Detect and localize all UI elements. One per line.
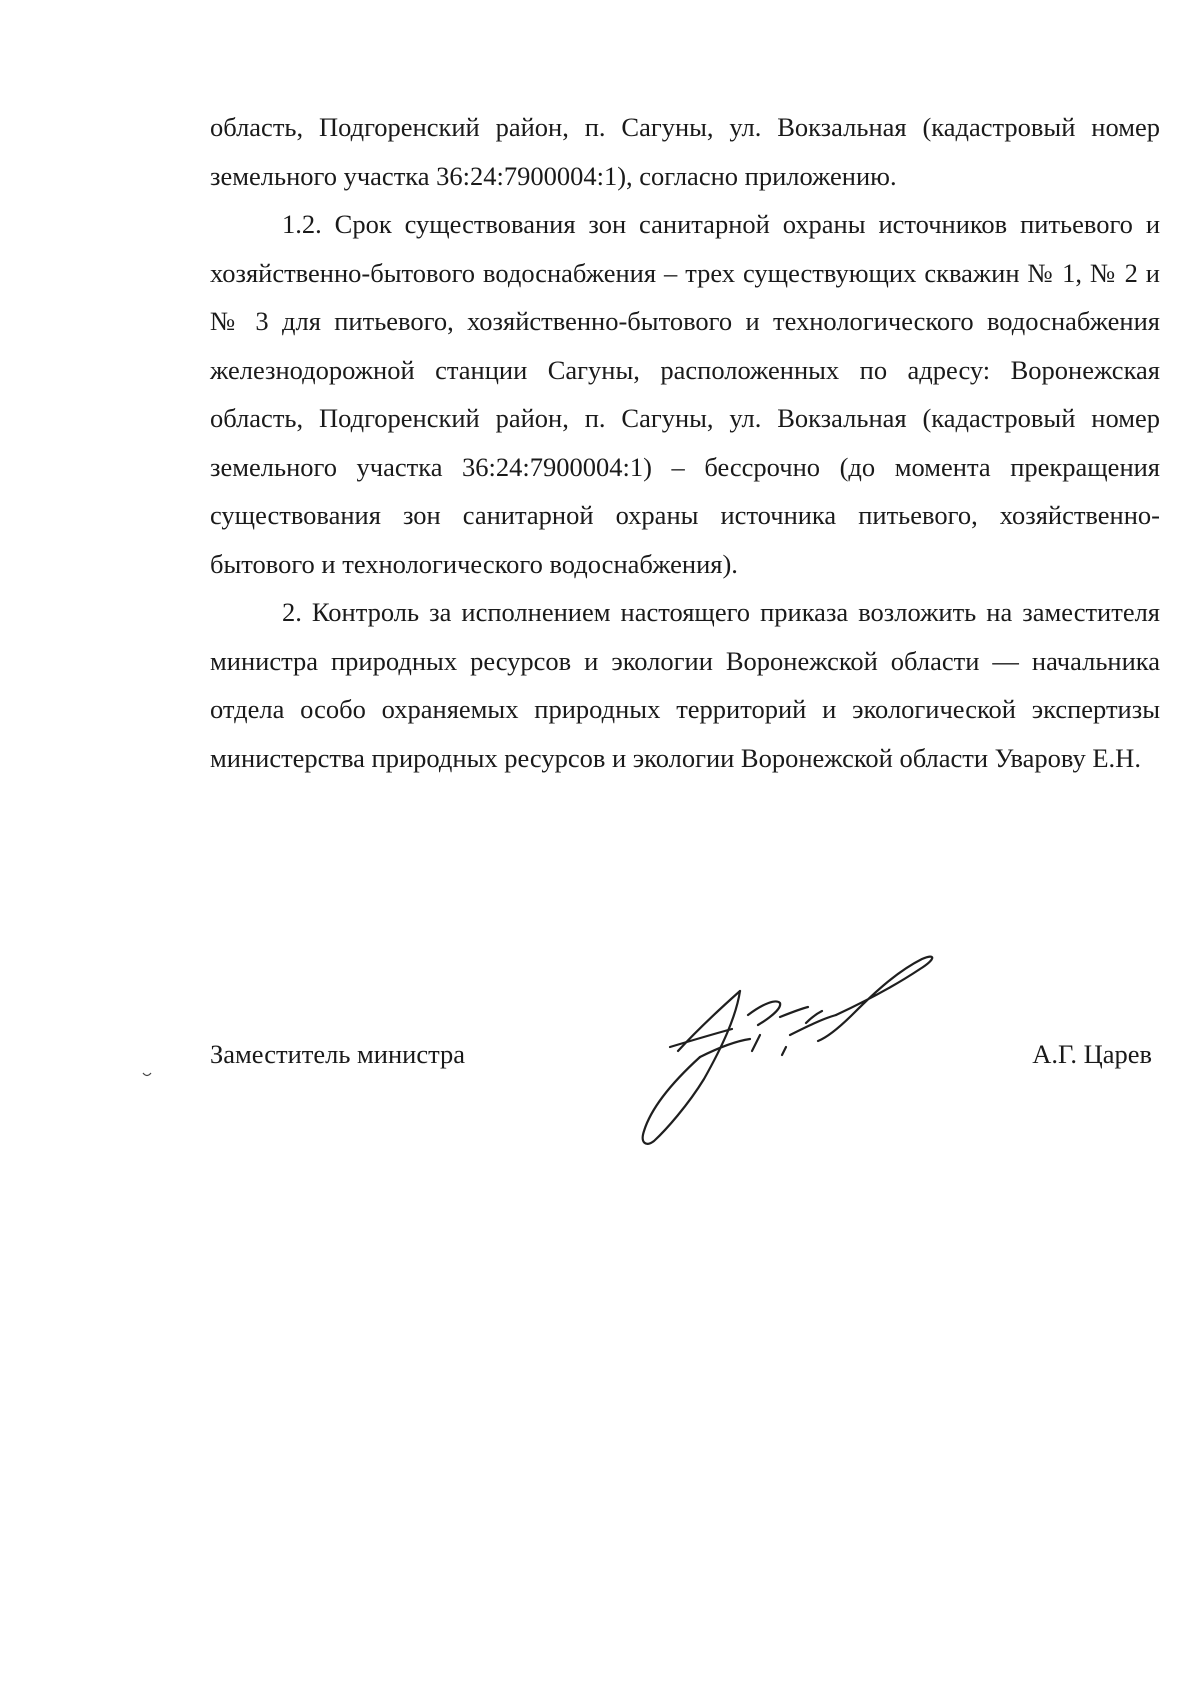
signatory-name: А.Г. Царев	[1032, 1039, 1152, 1069]
handwritten-signature-icon	[640, 955, 960, 1155]
signature-block	[0, 1030, 1200, 1090]
signatory-title: Заместитель министра	[210, 1039, 466, 1069]
paragraph-1-2: 1.2. Срок существования зон санитарной охраны источников питьевого и хозяйственно-бытового водоснабжения – трех существующих скважин № 1, № 2 и № 3 для питьевого, хозяйственно-бытового и технологического водоснабжения железнодорожной станции Сагуны, расположенных по адресу: Воронежская область, Подгоренский район, п. Сагуны, ул. Вокзальная (кадастровый номер земельного участка 36:24:7900004:1) – бессрочно (до момента прекращения существования зон санитарной охраны источника питьевого, хозяйственно-бытового и технологического водоснабжения).	[210, 209, 1160, 579]
scan-mark-icon	[142, 1072, 152, 1078]
document-body	[210, 103, 1160, 782]
paragraph-continuation: область, Подгоренский район, п. Сагуны, ул. Вокзальная (кадастровый номер земельного участка 36:24:7900004:1), согласно приложению.	[210, 112, 1160, 191]
paragraph-2: 2. Контроль за исполнением настоящего приказа возложить на заместителя министра природных ресурсов и экологии Воронежской области — начальника отдела особо охраняемых природных территорий и экологической экспертизы министерства природных ресурсов и экологии Воронежской области Уварову Е.Н.	[210, 597, 1160, 773]
